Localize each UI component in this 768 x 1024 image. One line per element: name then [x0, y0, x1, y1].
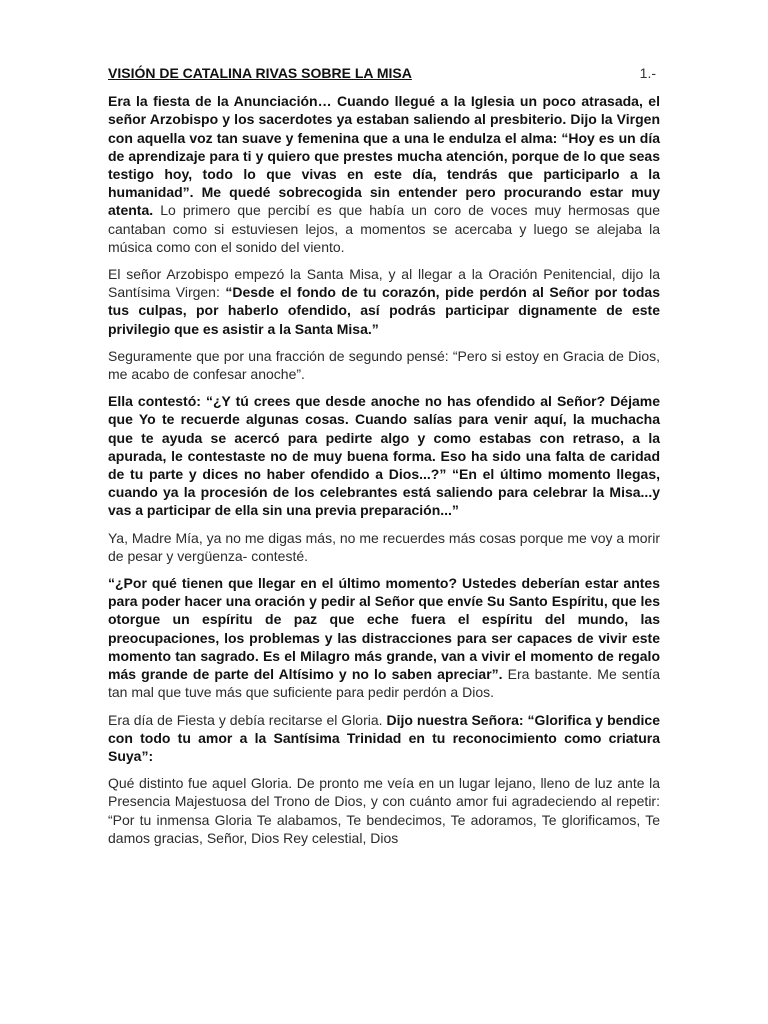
paragraph-7 — [108, 711, 660, 766]
paragraph-8 — [108, 774, 660, 847]
page-number: 1.- — [639, 65, 656, 81]
paragraph-1-text: Lo primero que percibí es que había un coro de voces muy hermosas que cantaban como si estuviesen lejos, a momentos se acercaba y luego se alejaba la música como con el sonido del viento. — [108, 202, 660, 255]
document-page — [108, 64, 660, 847]
paragraph-2 — [108, 265, 660, 338]
paragraph-7-text: Era día de Fiesta y debía recitarse el Gloria. — [108, 711, 387, 728]
paragraph-2-text: El señor Arzobispo empezó la Santa Misa, y al llegar a la Oración Penitencial, dijo la Santísima Virgen: — [108, 266, 660, 301]
paragraph-8-text: Qué distinto fue aquel Gloria. De pronto me veía en un lugar lejano, lleno de luz ante la Presencia Majestuosa del Trono de Dios, y con cuánto amor fui agradeciendo al repetir: “Por tu inmensa Gloria Te alabamos, Te bendecimos, Te adoramos, Te glorificamos, Te damos gracias, Señor, Dios Rey celestial, Dios — [108, 775, 660, 846]
paragraph-5 — [108, 529, 660, 565]
paragraph-1-bold: Era la fiesta de la Anunciación… Cuando llegué a la Iglesia un poco atrasada, el señor Arzobispo y los sacerdotes ya estaban saliendo al presbiterio. Dijo la Virgen con aquella voz tan suave y femenina que a una le endulza el alma: “Hoy es un día de aprendizaje para ti y quiero que prestes mucha atención, porque de lo que seas testigo hoy, todo lo que vivas en este día, tendrás que participarlo a la humanidad”. Me quedé sobrecogida sin entender pero procurando estar muy atenta. — [108, 93, 660, 219]
paragraph-4 — [108, 392, 660, 519]
paragraph-6-bold: “¿Por qué tienen que llegar en el último momento? Ustedes deberían estar antes para poder hacer una oración y pedir al Señor que envíe Su Santo Espíritu, que les otorgue un espíritu de paz que eche fuera el espíritu del mundo, las preocupaciones, los problemas y las distracciones para ser capaces de vivir este momento tan sagrado. Es el Milagro más grande, van a vivir el momento de regalo más grande de parte del Altísimo y no lo saben apreciar”. — [108, 575, 660, 683]
document-header — [108, 64, 660, 82]
paragraph-4-bold: Ella contestó: “¿Y tú crees que desde anoche no has ofendido al Señor? Déjame que Yo te recuerde algunas cosas. Cuando salías para venir aquí, la muchacha que te ayuda se acercó para pedirte algo y como estabas con retraso, a la apurada, le contestaste no de muy buena forma. Eso ha sido una falta de caridad de tu parte y dices no haber ofendido a Dios...?” “En el último momento llegas, cuando ya la procesión de los celebrantes está saliendo para celebrar la Misa...y vas a participar de ella sin una previa preparación...” — [108, 393, 660, 519]
paragraph-3-text: Seguramente que por una fracción de segundo pensé: “Pero si estoy en Gracia de Dios, me acabo de confesar anoche”. — [108, 347, 660, 383]
paragraph-2-bold: “Desde el fondo de tu corazón, pide perdón al Señor por todas tus culpas, por haberlo ofendido, así podrás participar dignamente de este privilegio que es asistir a la Santa Misa.” — [108, 284, 660, 337]
paragraph-6-text: Era bastante. Me sentía tan mal que tuve más que suficiente para pedir perdón a Dios. — [108, 666, 661, 701]
paragraph-3 — [108, 347, 660, 383]
paragraph-7-bold: Dijo nuestra Señora: “Glorifica y bendice con todo tu amor a la Santísima Trinidad en tu reconocimiento como criatura Suya”: — [108, 711, 660, 764]
paragraph-1 — [108, 92, 660, 256]
paragraph-6 — [108, 574, 660, 701]
paragraph-5-text: Ya, Madre Mía, ya no me digas más, no me recuerdes más cosas porque me voy a morir de pesar y vergüenza- contesté. — [108, 529, 660, 564]
document-title: VISIÓN DE CATALINA RIVAS SOBRE LA MISA — [108, 65, 412, 81]
